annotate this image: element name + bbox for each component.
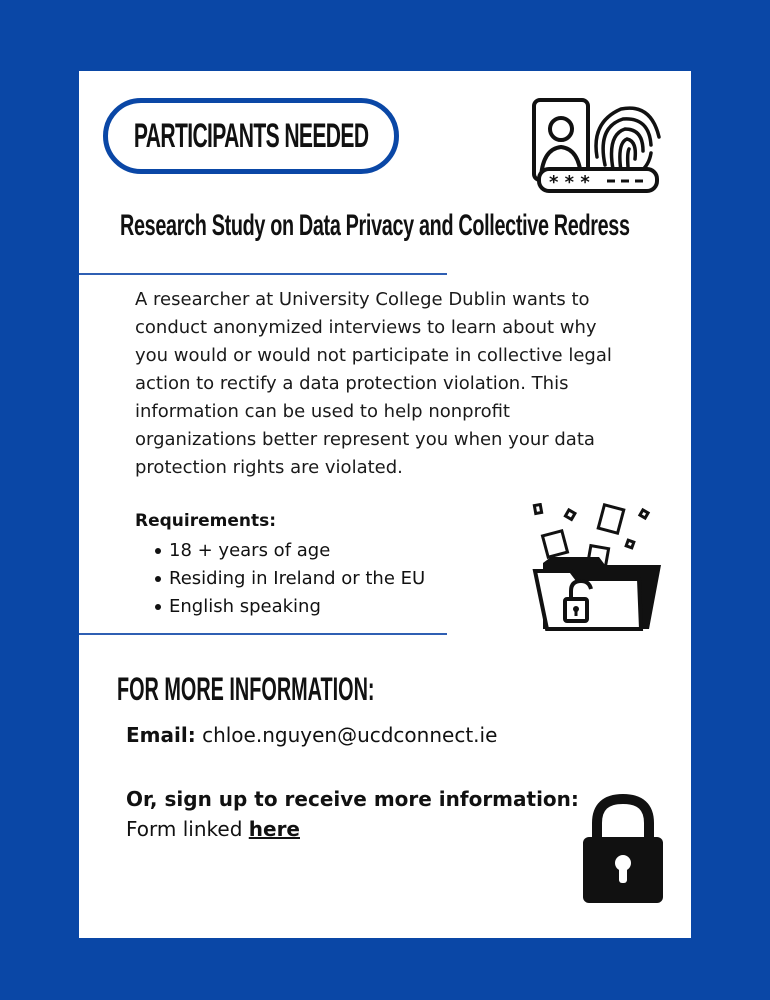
list-item: 18 + years of age <box>135 537 425 565</box>
form-line <box>126 817 300 841</box>
svg-text:* * *: * * * <box>549 172 590 193</box>
list-item: Residing in Ireland or the EU <box>135 565 425 593</box>
email-address: chloe.nguyen@ucdconnect.ie <box>202 723 498 747</box>
bottom-divider <box>79 633 447 635</box>
top-divider <box>79 273 447 275</box>
participants-badge <box>103 98 399 174</box>
requirements-list <box>135 537 425 621</box>
id-card-fingerprint-icon <box>531 97 661 197</box>
padlock-icon <box>581 793 665 905</box>
form-link[interactable]: here <box>248 817 300 841</box>
signup-prompt: Or, sign up to receive more information: <box>126 787 579 811</box>
requirements-heading: Requirements: <box>135 511 277 531</box>
study-headline: Research Study on Data Privacy and Collective Redress <box>120 209 630 242</box>
more-info-heading: FOR MORE INFORMATION: <box>117 671 375 707</box>
flyer-card <box>79 71 691 938</box>
folder-unlocked-icon <box>531 503 665 633</box>
badge-title: PARTICIPANTS NEEDED <box>133 116 369 155</box>
list-item: English speaking <box>135 593 425 621</box>
form-text: Form linked <box>126 817 243 841</box>
email-label: Email: <box>126 723 196 747</box>
email-line <box>126 723 497 747</box>
study-description: A researcher at University College Dublin wants to conduct anonymized interviews to learn about why you would or would not participate in collective legal action to rectify a data protection violation. This information can be used to help nonprofit organizations better represent you when your data protection rights are violated. <box>135 289 612 478</box>
